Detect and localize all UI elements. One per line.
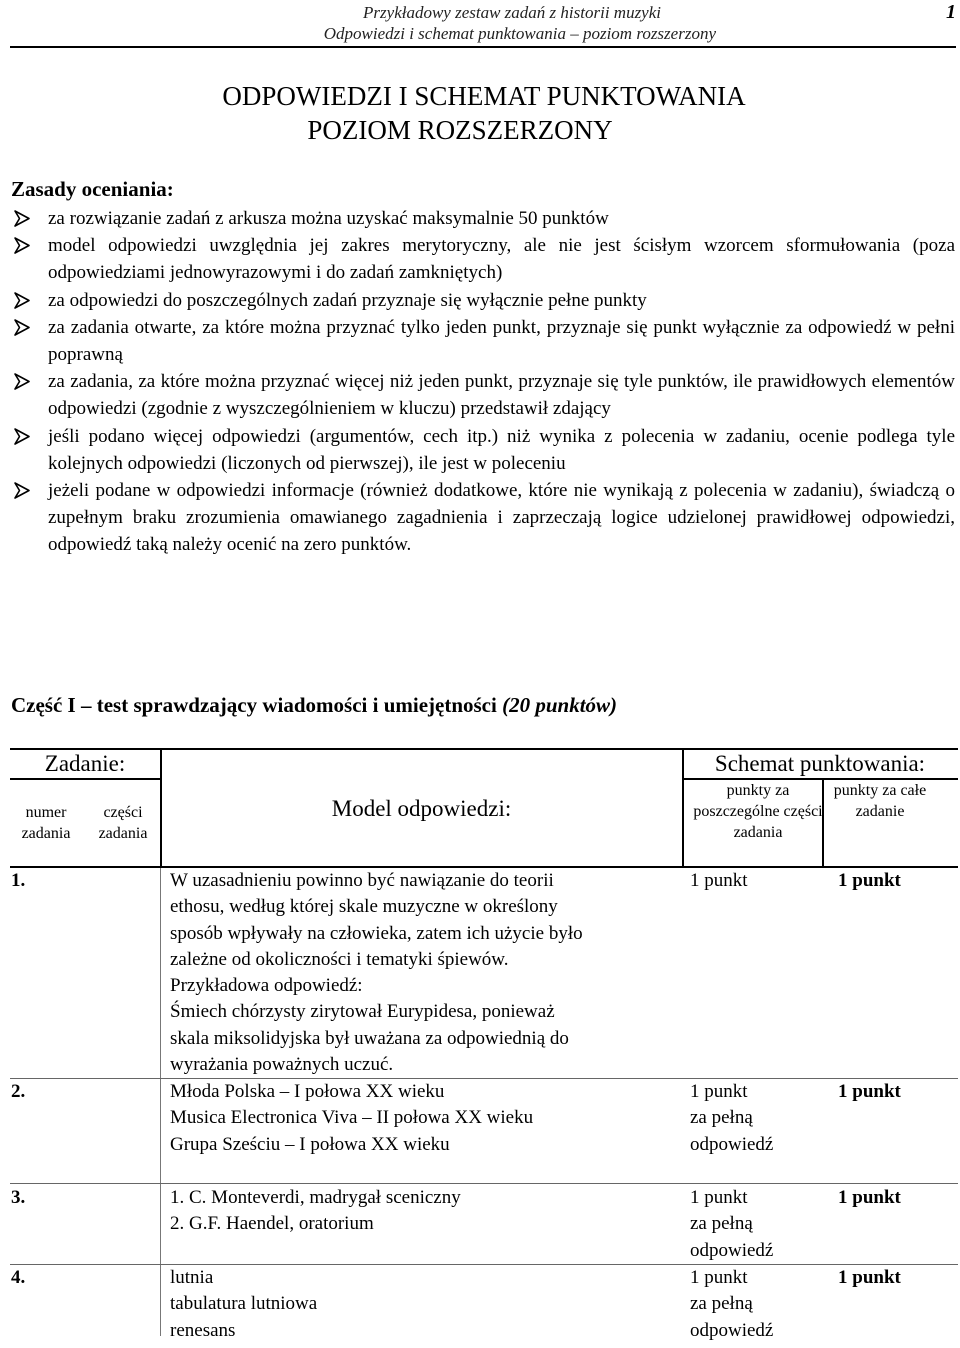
answer-line: lutnia [170, 1267, 214, 1288]
rule-text: za zadania, za które można przyznać więcej niż jeden punkt, przyznaje się tyle punktów, ile prawidłowych elementów odpowiedzi (zgodnie z wyszczególnieniem w kluczu) przedstawił zdający [48, 371, 955, 420]
header-points-parts: punkty za poszczególne części zadania [693, 782, 823, 841]
rule-item [11, 423, 955, 477]
rule-item [11, 477, 955, 559]
document-subtitle: POZIOM ROZSZERZONY [307, 115, 613, 145]
rule-text: model odpowiedzi uwzględnia jej zakres merytoryczny, ale nie jest ścisłym wzorcem sformułowania (poza odpowiedziami jednowyrazowymi i do zadań zamkniętych) [48, 235, 955, 284]
section-title-main: Część I – test sprawdzający wiadomości i umiejętności [11, 693, 503, 717]
task-number: 1. [11, 870, 26, 891]
answer-line: sposób wpływały na człowieka, zatem ich użycie było [170, 922, 583, 944]
answer-line: Śmiech chórzysty zirytował Eurypidesa, ponieważ [170, 1001, 555, 1023]
header-task-number: numer zadania [21, 804, 71, 842]
points-parts-line: 1 punkt [690, 870, 748, 891]
header-points-whole: punkty za całe zadanie [833, 782, 927, 820]
points-whole: 1 punkt [838, 1187, 901, 1208]
answer-line: skala miksolidyjska był uważana za odpowiednią do [170, 1027, 569, 1049]
answer-line: W uzasadnieniu powinno być nawiązanie do teorii [170, 870, 554, 891]
answer-line: Musica Electronica Viva – II połowa XX wieku [170, 1107, 534, 1129]
table-border [10, 778, 161, 780]
points-whole: 1 punkt [838, 1081, 901, 1102]
answer-text [170, 868, 680, 1078]
answer-line: 1. C. Monteverdi, madrygał sceniczny [170, 1187, 461, 1208]
rule-text: za odpowiedzi do poszczególnych zadań przyznaje się wyłącznie pełne punkty [48, 289, 647, 311]
task-number: 3. [11, 1187, 26, 1208]
section-title [11, 693, 617, 718]
arrow-bullet-icon [12, 314, 34, 341]
table-border [160, 866, 161, 1336]
points-parts-line: odpowiedź [690, 1239, 774, 1261]
rule-text: jeśli podano więcej odpowiedzi (argumentów, cech itp.) niż wynika z polecenia w zadaniu, ocenie podlega tyle kolejnych odpowiedzi (liczonych od pierwszej), ile jest w poleceniu [48, 425, 955, 474]
answer-text [170, 1265, 680, 1344]
points-parts-line: 1 punkt [690, 1187, 748, 1208]
arrow-bullet-icon [12, 368, 34, 395]
rules-heading: Zasady oceniania: [11, 177, 174, 201]
points-parts [690, 1185, 773, 1264]
answer-line: renesans [170, 1319, 236, 1341]
header-task: Zadanie: [44, 751, 126, 776]
answer-line: Grupa Sześciu – I połowa XX wieku [170, 1133, 450, 1155]
points-whole: 1 punkt [838, 1267, 901, 1288]
points-parts-line: za pełną [690, 1213, 753, 1235]
rule-text: jeżeli podane w odpowiedzi informacje (również dodatkowe, które nie wynikają z polecenia w zadaniu), świadczą o zupełnym braku zrozumienia omawianego zagadnienia i zaprzeczają logice udzielonej prawidłowej odpowiedzi, odpowiedź taką należy ocenić na zero punktów. [48, 480, 955, 556]
document-title: ODPOWIEDZI I SCHEMAT PUNKTOWANIA [222, 81, 746, 111]
points-parts [690, 1265, 773, 1344]
arrow-bullet-icon [12, 287, 34, 314]
header-task-parts: części zadania [98, 804, 148, 842]
arrow-bullet-icon [12, 205, 34, 232]
task-number: 4. [11, 1267, 26, 1288]
points-parts-line: za pełną [690, 1293, 753, 1315]
header-subtitle: Odpowiedzi i schemat punktowania – poziom rozszerzony [323, 24, 716, 43]
rule-text: za zadania otwarte, za które można przyznać tylko jeden punkt, przyznaje się punkt wyłącznie za odpowiedź w pełni poprawną [48, 316, 955, 366]
points-parts [690, 1079, 773, 1158]
answer-line: 2. G.F. Haendel, oratorium [170, 1213, 374, 1235]
points-parts [690, 868, 748, 894]
task-number: 2. [11, 1081, 26, 1102]
table-border [10, 748, 958, 750]
arrow-bullet-icon [12, 423, 34, 450]
points-parts-line: 1 punkt [690, 1081, 748, 1102]
answer-line: Przykładowa odpowiedź: [170, 975, 363, 997]
rule-item [11, 368, 955, 422]
page-header [10, 0, 956, 48]
answer-text [170, 1079, 680, 1158]
header-model: Model odpowiedzi: [331, 796, 512, 821]
section-title-points: (20 punktów) [502, 693, 618, 717]
table-border [10, 1183, 958, 1184]
answer-line: Młoda Polska – I połowa XX wieku [170, 1081, 445, 1102]
points-whole: 1 punkt [838, 870, 901, 891]
points-parts-line: odpowiedź [690, 1319, 774, 1341]
rule-item [11, 314, 955, 368]
page-number: 1 [946, 1, 956, 23]
answer-text [170, 1185, 680, 1238]
points-parts-line: za pełną [690, 1107, 753, 1129]
header-scoring: Schemat punktowania: [714, 751, 926, 776]
answer-line: wyrażania poważnych uczuć. [170, 1054, 394, 1076]
answer-line: zależne od okoliczności i tematyki śpiewów. [170, 948, 509, 970]
points-parts-line: 1 punkt [690, 1267, 748, 1288]
rule-text: za rozwiązanie zadań z arkusza można uzyskać maksymalnie 50 punktów [48, 208, 609, 229]
answer-line: ethosu, według której skale muzyczne w określony [170, 896, 558, 918]
rules-list [11, 205, 955, 559]
header-title: Przykładowy zestaw zadań z historii muzyki [363, 3, 661, 22]
arrow-bullet-icon [12, 232, 34, 259]
rule-item [11, 287, 955, 314]
rule-item [11, 205, 955, 232]
answer-line: tabulatura lutniowa [170, 1293, 318, 1315]
points-parts-line: odpowiedź [690, 1133, 774, 1155]
rule-item [11, 232, 955, 286]
arrow-bullet-icon [12, 477, 34, 504]
